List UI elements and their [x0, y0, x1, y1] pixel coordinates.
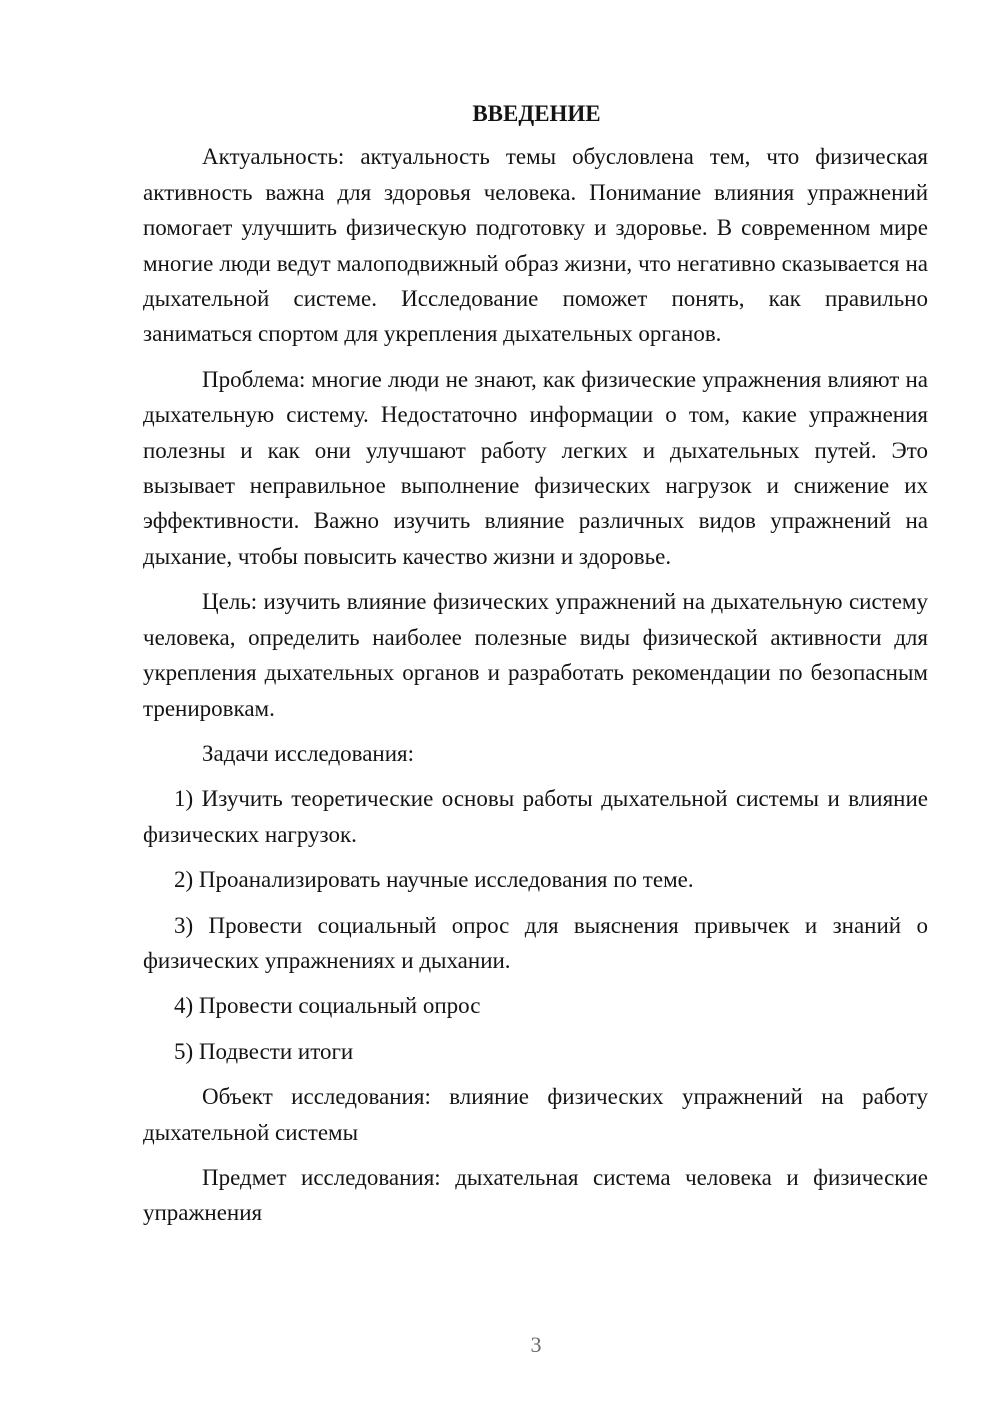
goal-paragraph: Цель: изучить влияние физических упражнений на дыхательную систему человека, определить наиболее полезные виды физической активности для укрепления дыхательных органов и разработать рекомендации по безопасным тренировкам.: [143, 589, 928, 721]
tasks-heading: Задачи исследования:: [202, 740, 415, 766]
task-item-3: 3) Провести социальный опрос для выяснения привычек и знаний о физических упражнениях и дыхании.: [143, 912, 928, 973]
problem-paragraph: Проблема: многие люди не знают, как физические упражнения влияют на дыхательную систему. Недостаточно информации о том, какие упражнения полезны и как они улучшают работу легких и дыхательных путей. Это вызывает неправильное выполнение физических нагрузок и снижение их эффективности. Важно изучить влияние различных видов упражнений на дыхание, чтобы повысить качество жизни и здоровье.: [143, 366, 928, 569]
section-heading: ВВЕДЕНИЕ: [472, 101, 601, 126]
object-paragraph: Объект исследования: влияние физических упражнений на работу дыхательной системы: [143, 1084, 928, 1145]
subject-paragraph: Предмет исследования: дыхательная система человека и физические упражнения: [143, 1164, 928, 1226]
relevance-paragraph: Актуальность: актуальность темы обусловлена тем, что физическая активность важна для здоровья человека. Понимание влияния упражнений помогает улучшить физическую подготовку и здоровье. В современном мире многие люди ведут малоподвижный образ жизни, что негативно сказывается на дыхательной системе. Исследование поможет понять, как правильно заниматься спортом для укрепления дыхательных органов.: [143, 144, 928, 347]
task-item-1: 1) Изучить теоретические основы работы дыхательной системы и влияние физических нагрузок.: [143, 786, 928, 847]
task-item-5: 5) Подвести итоги: [174, 1038, 354, 1064]
page-content: [143, 96, 928, 1241]
task-item-4: 4) Провести социальный опрос: [174, 993, 481, 1019]
page-number: 3: [530, 1332, 542, 1357]
task-item-2: 2) Проанализировать научные исследования по теме.: [174, 867, 694, 893]
